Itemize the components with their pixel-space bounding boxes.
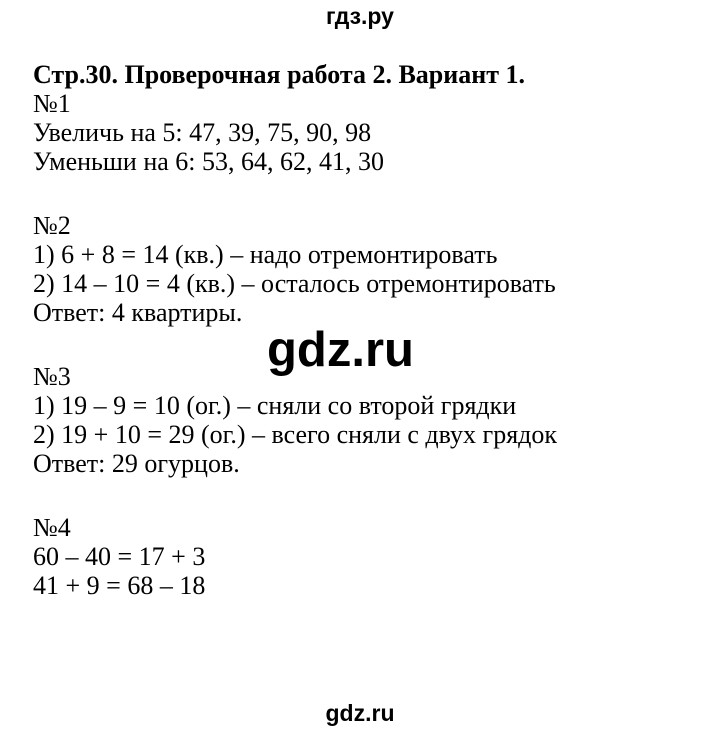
task-line: Уменьши на 6: 53, 64, 62, 41, 30 xyxy=(33,147,384,176)
task-number: №1 xyxy=(33,89,71,118)
task-number: №4 xyxy=(33,513,71,542)
page-title: Стр.30. Проверочная работа 2. Вариант 1. xyxy=(33,60,525,89)
task-line: 1) 6 + 8 = 14 (кв.) – надо отремонтировать xyxy=(33,240,498,269)
task-number: №2 xyxy=(33,211,71,240)
task-line: 2) 14 – 10 = 4 (кв.) – осталось отремонтировать xyxy=(33,269,556,298)
task-4 xyxy=(33,513,693,600)
site-footer: gdz.ru xyxy=(325,700,395,726)
task-line: 2) 19 + 10 = 29 (ог.) – всего сняли с двух грядок xyxy=(33,420,558,449)
task-number: №3 xyxy=(33,362,71,391)
task-1 xyxy=(33,89,693,176)
task-3 xyxy=(33,362,693,478)
task-line: 60 – 40 = 17 + 3 xyxy=(33,542,206,571)
site-header: гдз.ру xyxy=(326,3,394,29)
task-line: 41 + 9 = 68 – 18 xyxy=(33,571,206,600)
task-line: 1) 19 – 9 = 10 (ог.) – сняли со второй грядки xyxy=(33,391,517,420)
task-2 xyxy=(33,211,693,327)
watermark: gdz.ru xyxy=(267,323,414,377)
task-line: Увеличь на 5: 47, 39, 75, 90, 98 xyxy=(33,118,372,147)
task-answer: Ответ: 4 квартиры. xyxy=(33,298,243,327)
task-answer: Ответ: 29 огурцов. xyxy=(33,449,240,478)
